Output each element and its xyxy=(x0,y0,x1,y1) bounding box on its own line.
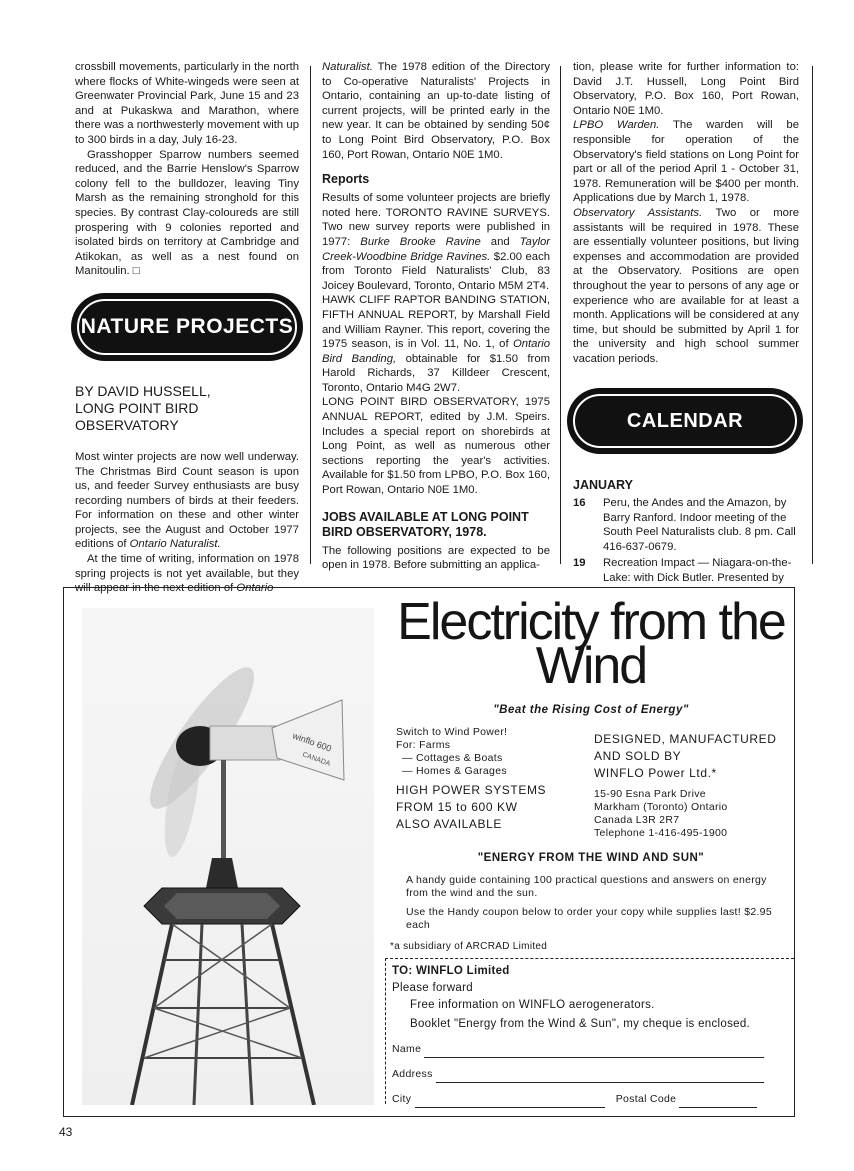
name-field[interactable] xyxy=(424,1057,764,1058)
ad-tagline: "Beat the Rising Cost of Energy" xyxy=(493,704,689,716)
paragraph: Results of some volunteer projects are briefly noted here. TORONTO RAVINE SURVEYS. Two new survey reports were published in 1977: Burke Brooke Ravine and Taylor Creek-Woodbine Bridge Ravines. $2.00 each from Toronto Field Naturalists' Club, 83 Joicey Boulevard, Toronto, Ontario M5M 2T4. xyxy=(322,192,551,292)
ad-features: Switch to Wind Power! For: Farms — Cottages & Boats — Homes & Garages HIGH POWER SYSTEMS FROM 15 to 600 KW ALSO AVAILABLE xyxy=(396,726,547,831)
author-affiliation: LONG POINT BIRD OBSERVATORY xyxy=(75,399,199,433)
paragraph: Grasshopper Sparrow numbers seemed reduced, and the Barrie Henslow's Sparrow colony fell to the bulldozer, leaving Tiny Marsh as the remaining stronghold for this species. By contrast Clay-coloureds are still prospering with 9 colonies reported and isolated birds on territory at Cambridge and Atikokan, as well as a nest found on Manitoulin. □ xyxy=(75,148,299,278)
paragraph: tion, please write for further information to: David J.T. Hussell, Long Point Bird Observatory, P.O. Box 160, Port Rowan, Ontario N0E 1M0. xyxy=(573,61,799,117)
booklet-description: A handy guide containing 100 practical questions and answers on energy from the wind and the sun. Use the Handy coupon below to order your copy while supplies last! $2.95 each xyxy=(406,874,772,931)
turbine-label: winflo 600 xyxy=(291,730,333,754)
paragraph: LONG POINT BIRD OBSERVATORY, 1975 ANNUAL REPORT, edited by J.M. Speirs. Includes a special report on shorebirds at Long Point, as well as numerous other sections reporting the year's activities. Available for $1.50 from LPBO, P.O. Box 160, Port Rowan, Ontario N0E 1M0. xyxy=(322,396,550,497)
coupon-option-booklet[interactable]: Booklet "Energy from the Wind & Sun", my cheque is enclosed. xyxy=(410,1018,751,1030)
footnote: *a subsidiary of ARCRAD Limited xyxy=(390,941,548,952)
banner-label: CALENDAR xyxy=(573,394,797,448)
turbine-label: CANADA xyxy=(301,751,332,768)
coupon-option-info[interactable]: Free information on WINFLO aerogenerators. xyxy=(410,999,655,1011)
booklet-heading: "ENERGY FROM THE WIND AND SUN" xyxy=(477,852,705,864)
coupon-recipient: TO: WINFLO Limited xyxy=(392,965,510,977)
paragraph: LPBO Warden. The warden will be responsible for operation of the Observatory's field stations on Long Point for part or all of the period April 1 - October 31, 1978. Remuneration will be $400 per month. Applications due by March 1, 1978. xyxy=(573,119,799,205)
postal-code-field[interactable] xyxy=(679,1107,757,1108)
column-rule xyxy=(310,66,311,564)
name-field-label: Name xyxy=(392,1043,422,1055)
calendar-text: Peru, the Andes and the Amazon, by Barry Ranford. Indoor meeting of the South Peel Naturalists club. 8 pm. Call 416-637-0679. xyxy=(603,497,796,553)
wind-turbine-photo xyxy=(82,608,374,1105)
paragraph: At the time of writing, information on 1978 spring projects is not yet available, but they will appear in the next edition of Ontario xyxy=(75,553,299,595)
address-field[interactable] xyxy=(436,1082,764,1083)
nature-projects-banner xyxy=(71,293,303,361)
author-name: BY DAVID HUSSELL, xyxy=(75,382,211,399)
calendar-banner xyxy=(567,388,803,454)
column-3 xyxy=(573,60,799,586)
page-number: 43 xyxy=(59,1125,73,1139)
paragraph: crossbill movements, particularly in the north where flocks of White-wingeds were seen at Greenwater Provincial Park, June 15 and 23 and at Pukaskwa and Marathon, where there was a northwesterly movement with up to 300 birds in a day, July 16-23. xyxy=(75,61,299,146)
column-rule xyxy=(560,66,561,564)
coupon-please: Please forward xyxy=(392,982,473,994)
wind-turbine-illustration xyxy=(82,608,374,1105)
paragraph: Observatory Assistants. Two or more assistants will be required in 1978. These are essentially volunteer positions, but living expenses and accommodation are provided at the Observatory. Positions are open throughout the year to persons of any age or experience who are available for at least a month. Applications will be considered at any time, but should be submitted by April 1 for the university and high school summer vacation periods. xyxy=(573,206,799,365)
column-2 xyxy=(322,60,550,573)
section-heading-jobs: JOBS AVAILABLE AT LONG POINT BIRD OBSERVATORY, 1978. xyxy=(322,509,529,539)
calendar-text: Recreation Impact — Niagara-on-the-Lake: with Dick Butler. Presented by xyxy=(603,557,792,585)
order-coupon xyxy=(385,958,794,1104)
column-rule xyxy=(812,66,813,564)
winflo-advertisement xyxy=(63,587,795,1117)
paragraph: Naturalist. The 1978 edition of the Directory to Co-operative Naturalists' Projects in Ontario, containing an up-to-date listing of current projects, will be printed early in the new year. It can be obtained by sending 50¢ to Long Point Bird Observatory, P.O. Box 160, Port Rowan, Ontario N0E 1M0. xyxy=(322,61,550,161)
address-field-label: Address xyxy=(392,1068,433,1080)
city-field-label: City xyxy=(392,1093,412,1105)
paragraph: Most winter projects are now well underway. The Christmas Bird Count season is upon us, and feeder Survey enthusiasts are busy recording numbers of birds at their feeders. For information on these and other winter projects, see the August and October 1977 editions of Ontario Naturalist. xyxy=(75,450,299,551)
ad-headline: Electricity from the Wind xyxy=(397,593,785,695)
byline xyxy=(75,383,299,434)
calendar-entry xyxy=(573,556,799,585)
calendar-day: 19 xyxy=(573,557,586,570)
column-1 xyxy=(75,60,299,596)
calendar-month: JANUARY xyxy=(573,478,633,493)
postal-code-field-label: Postal Code xyxy=(615,1093,677,1105)
paragraph: HAWK CLIFF RAPTOR BANDING STATION, FIFTH ANNUAL REPORT, by Marshall Field and William Rayner. This report, covering the 1975 season, is in Vol. 11, No. 1, of Ontario Bird Banding, obtainable for $1.50 from Harold Richards, 37 Killdeer Crescent, Toronto, Ontario M4G 2W7. xyxy=(322,294,551,394)
ad-company-info: DESIGNED, MANUFACTURED AND SOLD BY WINFLO Power Ltd.* 15-90 Esna Park Drive Markham (Toronto) Ontario Canada L3R 2R7 Telephone 1-416-495-1900 xyxy=(594,732,777,839)
paragraph: The following positions are expected to be open in 1978. Before submitting an applica- xyxy=(322,544,550,572)
city-field[interactable] xyxy=(415,1107,605,1108)
calendar-entry xyxy=(573,496,799,554)
section-heading-reports: Reports xyxy=(322,172,370,187)
banner-label: NATURE PROJECTS xyxy=(77,299,297,355)
calendar-day: 16 xyxy=(573,497,586,510)
